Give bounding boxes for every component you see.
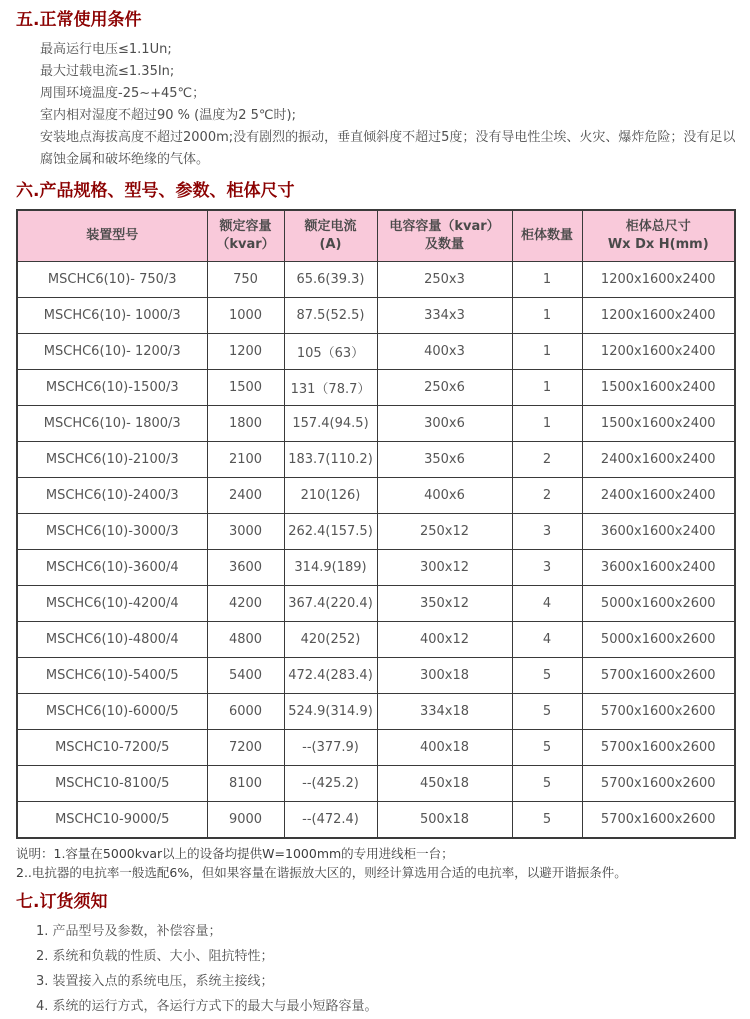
table-cell: 5700x1600x2600 xyxy=(582,766,735,802)
table-cell: 5 xyxy=(512,694,582,730)
condition-line: 周围环境温度-25~+45℃； xyxy=(40,86,206,102)
table-cell: MSCHC6(10)-4800/4 xyxy=(17,622,207,658)
ordering-item: 2. 系统和负载的性质、大小、阻抗特性； xyxy=(36,948,274,964)
table-cell: 250x3 xyxy=(377,262,512,298)
section-title-usage-conditions: 五.正常使用条件 xyxy=(16,10,142,30)
table-cell: 5 xyxy=(512,766,582,802)
table-cell: MSCHC6(10)-3600/4 xyxy=(17,550,207,586)
condition-line: 最大过载电流≤1.35In; xyxy=(40,64,175,80)
table-row xyxy=(17,766,735,802)
product-spec-table xyxy=(16,209,736,839)
table-cell: MSCHC6(10)-1500/3 xyxy=(17,370,207,406)
table-row xyxy=(17,514,735,550)
table-notes xyxy=(16,844,734,882)
table-cell: 2 xyxy=(512,478,582,514)
table-cell: 4 xyxy=(512,586,582,622)
table-cell: 9000 xyxy=(207,802,284,838)
table-cell: 400x6 xyxy=(377,478,512,514)
table-cell: 3000 xyxy=(207,514,284,550)
spec-table-header xyxy=(17,210,735,262)
table-row xyxy=(17,370,735,406)
table-cell: MSCHC6(10)- 1000/3 xyxy=(17,298,207,334)
table-cell: 87.5(52.5) xyxy=(284,298,377,334)
table-cell: 5 xyxy=(512,658,582,694)
table-row xyxy=(17,442,735,478)
table-cell: 131（78.7） xyxy=(284,370,377,406)
table-row xyxy=(17,622,735,658)
table-cell: 1200x1600x2400 xyxy=(582,298,735,334)
table-cell: 314.9(189) xyxy=(284,550,377,586)
table-cell: 250x12 xyxy=(377,514,512,550)
table-row xyxy=(17,406,735,442)
header-row xyxy=(17,210,735,262)
table-cell: 334x18 xyxy=(377,694,512,730)
table-cell: MSCHC6(10)-5400/5 xyxy=(17,658,207,694)
table-cell: 5700x1600x2600 xyxy=(582,802,735,838)
table-row xyxy=(17,694,735,730)
table-cell: MSCHC6(10)-2400/3 xyxy=(17,478,207,514)
table-cell: 2100 xyxy=(207,442,284,478)
condition-line: 安装地点海拔高度不超过2000m;没有剧烈的振动，垂直倾斜度不超过5度；没有导电性尘埃、火灾、爆炸危险；没有足以腐蚀金属和破坏绝缘的气体。 xyxy=(40,130,736,168)
table-row xyxy=(17,658,735,694)
table-row xyxy=(17,550,735,586)
table-cell: 4200 xyxy=(207,586,284,622)
table-cell: MSCHC6(10)-4200/4 xyxy=(17,586,207,622)
table-cell: 1 xyxy=(512,406,582,442)
condition-line: 室内相对湿度不超过90 % (温度为2 5℃时); xyxy=(40,108,296,124)
note-line: 2..电抗器的电抗率一般选配6%，但如果容量在谐振放大区的，则经计算选用合适的电抗率，以避开谐振条件。 xyxy=(16,864,627,880)
ordering-item: 1. 产品型号及参数，补偿容量； xyxy=(36,923,222,939)
table-cell: 250x6 xyxy=(377,370,512,406)
table-cell: 400x18 xyxy=(377,730,512,766)
table-cell: 334x3 xyxy=(377,298,512,334)
table-cell: 1200 xyxy=(207,334,284,370)
table-cell: 524.9(314.9) xyxy=(284,694,377,730)
column-header: 装置型号 xyxy=(17,210,207,262)
table-cell: 1200x1600x2400 xyxy=(582,262,735,298)
table-cell: --(425.2) xyxy=(284,766,377,802)
table-cell: 350x12 xyxy=(377,586,512,622)
table-cell: MSCHC10-7200/5 xyxy=(17,730,207,766)
table-cell: 400x12 xyxy=(377,622,512,658)
table-cell: MSCHC6(10)-3000/3 xyxy=(17,514,207,550)
table-cell: 3 xyxy=(512,514,582,550)
table-row xyxy=(17,262,735,298)
column-header: 柜体数量 xyxy=(512,210,582,262)
table-cell: 1200x1600x2400 xyxy=(582,334,735,370)
table-row xyxy=(17,802,735,838)
table-cell: 3600x1600x2400 xyxy=(582,514,735,550)
table-cell: 8100 xyxy=(207,766,284,802)
table-cell: 4 xyxy=(512,622,582,658)
ordering-item: 4. 系统的运行方式，各运行方式下的最大与最小短路容量。 xyxy=(36,998,378,1014)
table-row xyxy=(17,478,735,514)
spec-table-body xyxy=(17,262,735,838)
table-cell: 2400x1600x2400 xyxy=(582,478,735,514)
table-cell: 6000 xyxy=(207,694,284,730)
table-cell: MSCHC10-9000/5 xyxy=(17,802,207,838)
table-cell: 350x6 xyxy=(377,442,512,478)
note-line: 说明：1.容量在5000kvar以上的设备均提供W=1000mm的专用进线柜一台； xyxy=(16,845,454,861)
table-cell: 1 xyxy=(512,370,582,406)
table-cell: 5400 xyxy=(207,658,284,694)
table-cell: 105（63） xyxy=(284,334,377,370)
table-cell: 210(126) xyxy=(284,478,377,514)
table-cell: 7200 xyxy=(207,730,284,766)
table-cell: MSCHC6(10)-6000/5 xyxy=(17,694,207,730)
table-cell: 300x6 xyxy=(377,406,512,442)
table-cell: 1500 xyxy=(207,370,284,406)
table-cell: 1500x1600x2400 xyxy=(582,406,735,442)
table-cell: 262.4(157.5) xyxy=(284,514,377,550)
table-cell: 1 xyxy=(512,262,582,298)
table-cell: 1500x1600x2400 xyxy=(582,370,735,406)
table-cell: 3600 xyxy=(207,550,284,586)
table-cell: 1800 xyxy=(207,406,284,442)
table-cell: 5700x1600x2600 xyxy=(582,694,735,730)
section-title-product-specs: 六.产品规格、型号、参数、柜体尺寸 xyxy=(16,181,295,202)
table-row xyxy=(17,298,735,334)
table-cell: 5 xyxy=(512,730,582,766)
table-cell: 5000x1600x2600 xyxy=(582,622,735,658)
table-row xyxy=(17,730,735,766)
table-cell: 3600x1600x2400 xyxy=(582,550,735,586)
table-cell: 400x3 xyxy=(377,334,512,370)
column-header: 柜体总尺寸 Wx Dx H(mm) xyxy=(582,210,735,262)
table-cell: 5700x1600x2600 xyxy=(582,658,735,694)
table-cell: 450x18 xyxy=(377,766,512,802)
table-cell: 5700x1600x2600 xyxy=(582,730,735,766)
table-cell: --(472.4) xyxy=(284,802,377,838)
table-cell: 367.4(220.4) xyxy=(284,586,377,622)
table-cell: 157.4(94.5) xyxy=(284,406,377,442)
table-cell: MSCHC6(10)- 1200/3 xyxy=(17,334,207,370)
table-cell: 1000 xyxy=(207,298,284,334)
table-cell: 65.6(39.3) xyxy=(284,262,377,298)
usage-conditions-list xyxy=(40,39,736,171)
condition-line: 最高运行电压≤1.1Un; xyxy=(40,42,172,58)
column-header: 电容容量（kvar） 及数量 xyxy=(377,210,512,262)
column-header: 额定容量 （kvar） xyxy=(207,210,284,262)
table-cell: MSCHC6(10)-2100/3 xyxy=(17,442,207,478)
table-cell: 2400 xyxy=(207,478,284,514)
table-cell: MSCHC6(10)- 1800/3 xyxy=(17,406,207,442)
table-cell: 4800 xyxy=(207,622,284,658)
table-cell: MSCHC6(10)- 750/3 xyxy=(17,262,207,298)
ordering-item: 3. 装置接入点的系统电压，系统主接线； xyxy=(36,973,274,989)
table-cell: 2 xyxy=(512,442,582,478)
table-cell: 300x12 xyxy=(377,550,512,586)
table-row xyxy=(17,334,735,370)
ordering-list xyxy=(36,919,734,1019)
table-cell: 5 xyxy=(512,802,582,838)
table-cell: 300x18 xyxy=(377,658,512,694)
table-cell: 420(252) xyxy=(284,622,377,658)
table-cell: --(377.9) xyxy=(284,730,377,766)
table-cell: 500x18 xyxy=(377,802,512,838)
table-row xyxy=(17,586,735,622)
column-header: 额定电流 (A) xyxy=(284,210,377,262)
table-cell: 2400x1600x2400 xyxy=(582,442,735,478)
table-cell: 5000x1600x2600 xyxy=(582,586,735,622)
section-title-ordering: 七.订货须知 xyxy=(16,891,108,912)
table-cell: 472.4(283.4) xyxy=(284,658,377,694)
table-cell: MSCHC10-8100/5 xyxy=(17,766,207,802)
table-cell: 183.7(110.2) xyxy=(284,442,377,478)
table-cell: 1 xyxy=(512,298,582,334)
table-cell: 1 xyxy=(512,334,582,370)
table-cell: 3 xyxy=(512,550,582,586)
table-cell: 750 xyxy=(207,262,284,298)
